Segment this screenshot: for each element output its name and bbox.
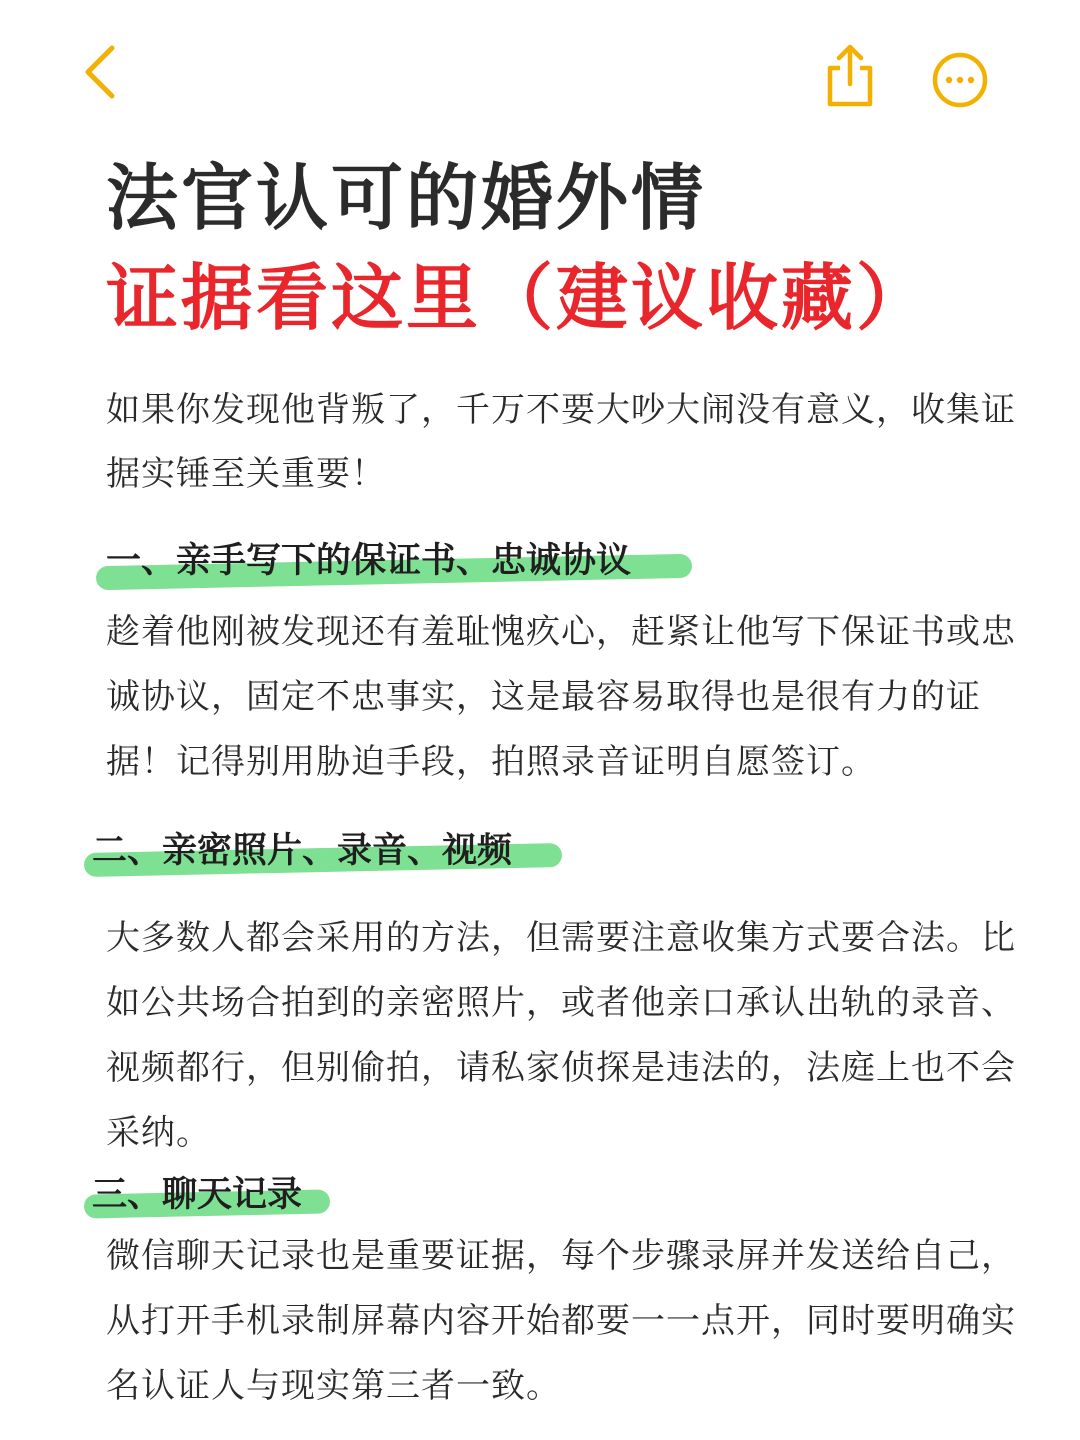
title-line-1: 法官认可的婚外情 xyxy=(106,156,707,240)
section-body-1: 趁着他刚被发现还有羞耻愧疚心，赶紧让他写下保证书或忠诚协议，固定不忠事实，这是最容易取得也是很有力的证据！记得别用胁迫手段，拍照录音证明自愿签订。 xyxy=(106,612,1016,782)
section-body-3: 微信聊天记录也是重要证据，每个步骤录屏并发送给自己，从打开手机录制屏幕内容开始都要一一点开，同时要明确实名认证人与现实第三者一致。 xyxy=(106,1236,1016,1406)
back-button[interactable] xyxy=(72,40,132,104)
more-dots-icon xyxy=(930,50,990,110)
section-heading-1: 一、亲手写下的保证书、忠诚协议 xyxy=(106,541,632,581)
intro-paragraph: 如果你发现他背叛了，千万不要大吵大闹没有意义，收集证据实锤至关重要！ xyxy=(106,390,1016,494)
share-icon xyxy=(822,42,878,110)
share-button[interactable] xyxy=(822,42,878,110)
more-options-button[interactable] xyxy=(930,50,990,110)
top-navigation-bar xyxy=(0,0,1080,140)
article-title xyxy=(106,150,1046,350)
section-heading-2: 二、亲密照片、录音、视频 xyxy=(92,831,513,871)
section-body-2: 大多数人都会采用的方法，但需要注意收集方式要合法。比如公共场合拍到的亲密照片，或者他亲口承认出轨的录音、视频都行，但别偷拍，请私家侦探是违法的，法庭上也不会采纳。 xyxy=(106,918,1016,1153)
section-heading-3: 三、聊天记录 xyxy=(92,1175,303,1215)
title-line-2: 证据看这里（建议收藏） xyxy=(106,256,932,340)
chevron-left-icon xyxy=(72,40,132,104)
